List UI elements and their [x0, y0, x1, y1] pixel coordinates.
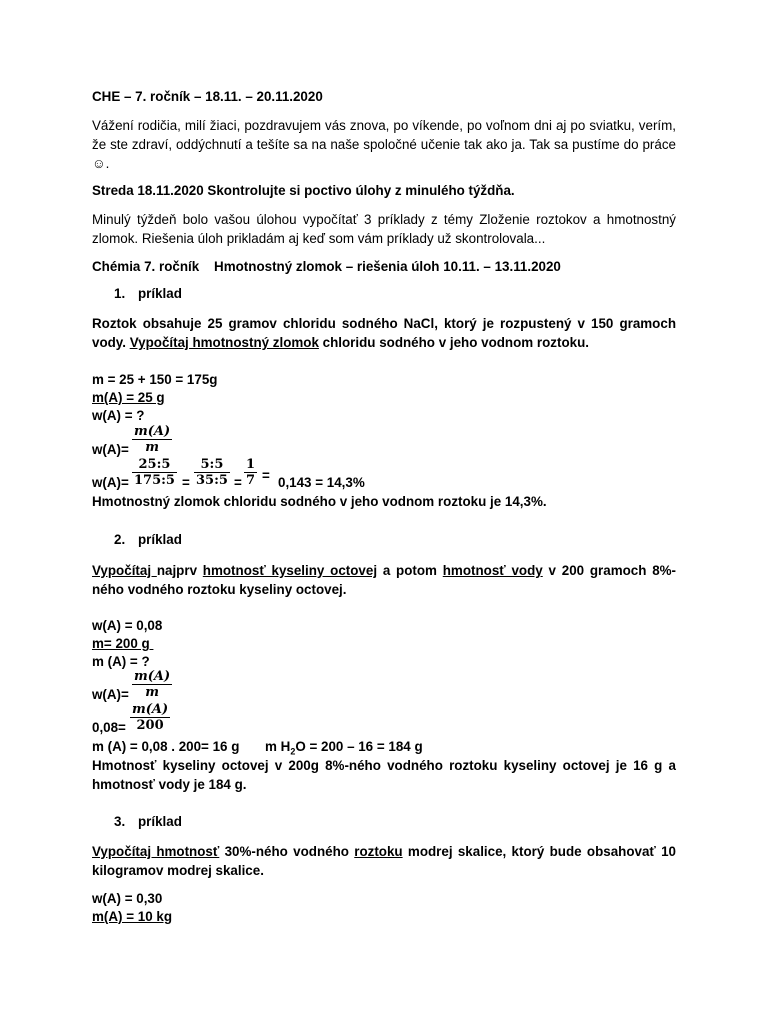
ex1-line-mass: m = 25 + 150 = 175g	[92, 372, 218, 387]
task-text: chloridu sodného v jeho vodnom roztoku.	[318, 335, 589, 350]
subscript: 2	[290, 746, 296, 757]
task-underlined: Vypočítaj	[92, 563, 157, 578]
example-1-label: príklad	[138, 286, 182, 301]
equals-sign: =	[234, 475, 242, 490]
ex2-line-m: m= 200 g	[92, 636, 154, 651]
ex2-conclusion: Hmotnosť kyseliny octovej v 200g 8%-ného vodného roztoku kyseliny octovej je 16 g a hmotnosť vody je 184 g.	[92, 758, 676, 792]
ex2-mass-acid: m (A) = 0,08 . 200= 16 g	[92, 739, 240, 754]
ex2-formula-fraction	[132, 669, 172, 700]
last-week-paragraph: Minulý týždeň bolo vašou úlohou vypočítať 3 príklady z témy Zloženie roztokov a hmotnostný zlomok. Riešenia úloh prikladám aj keď som vám príklady už skontrolovala...	[92, 212, 676, 246]
ex2-equation-prefix: 0,08=	[92, 720, 126, 735]
fraction-denominator: 175:5	[134, 473, 175, 488]
example-2-number: 2.	[114, 532, 126, 547]
task-underlined: hmotnosť kyseliny octovej	[202, 563, 378, 578]
ex1-formula-prefix: w(A)=	[92, 442, 129, 457]
example-3-label: príklad	[138, 814, 182, 829]
fraction-denominator: 200	[136, 718, 164, 733]
fraction-numerator: 1	[246, 457, 256, 472]
task-underlined: roztoku	[354, 844, 403, 859]
ex2-equation-fraction	[130, 702, 170, 733]
fraction-numerator: m(A)	[134, 669, 171, 684]
example-1-number: 1.	[114, 286, 126, 301]
fraction-numerator: m(A)	[134, 424, 171, 439]
ex3-line-ma: m(A) = 10 kg	[92, 909, 172, 924]
ex1-result: 0,143 = 14,3%	[278, 475, 365, 490]
fraction-denominator: m	[145, 440, 159, 455]
task-text: najprv	[156, 563, 203, 578]
document-heading: CHE – 7. ročník – 18.11. – 20.11.2020	[92, 89, 323, 104]
ex1-line-wa: w(A) = ?	[92, 408, 145, 423]
equals-sign: =	[262, 468, 270, 483]
ex1-calc-prefix: w(A)=	[92, 475, 129, 490]
ex1-fraction-2	[194, 457, 230, 488]
ex1-fraction-1	[132, 457, 177, 488]
ex3-line-wa: w(A) = 0,30	[92, 891, 163, 906]
task-text: 30%-ného vodného	[219, 844, 355, 859]
wednesday-line: Streda 18.11.2020 Skontrolujte si poctivo úlohy z minulého týždňa.	[92, 183, 515, 198]
ex1-fraction-3	[244, 457, 257, 488]
ex1-line-ma: m(A) = 25 g	[92, 390, 165, 405]
example-1-task	[92, 314, 676, 352]
solutions-title: Chémia 7. ročník Hmotnostný zlomok – riešenia úloh 10.11. – 13.11.2020	[92, 259, 561, 274]
intro-paragraph: Vážení rodičia, milí žiaci, pozdravujem vás znova, po víkende, po voľnom dni aj po sviatku, verím, že ste zdraví, oddýchnutí a tešíte sa na naše spoločné učenie tak ako ja. Tak sa pustíme do práce☺.	[92, 118, 676, 171]
task-underlined: Vypočítaj hmotnosť	[92, 844, 220, 859]
example-3-number: 3.	[114, 814, 126, 829]
ex1-conclusion: Hmotnostný zlomok chloridu sodného v jeho vodnom roztoku je 14,3%.	[92, 494, 547, 509]
task-text: a potom	[377, 563, 443, 578]
fraction-numerator: 5:5	[194, 457, 230, 473]
ex2-formula-prefix: w(A)=	[92, 687, 129, 702]
task-text: Roztok obsahuje 25 gramov chloridu sodného NaCl, ktorý je rozpustený v 150 gramoch vody.	[92, 316, 676, 350]
ex2-line-ma: m (A) = ?	[92, 654, 150, 669]
ex2-line-wa: w(A) = 0,08	[92, 618, 163, 633]
ex1-formula-fraction	[132, 424, 172, 455]
equals-sign: =	[182, 475, 190, 490]
example-2-label: príklad	[138, 532, 182, 547]
example-3-task	[92, 842, 676, 880]
water-mass-text: O = 200 – 16 = 184 g	[295, 739, 423, 754]
fraction-denominator: 35:5	[196, 473, 228, 488]
fraction-denominator: 7	[246, 473, 256, 488]
fraction-numerator: 25:5	[132, 457, 177, 473]
fraction-numerator: m(A)	[132, 702, 169, 717]
task-text: modrej skalice, ktorý bude obsahovať 10 kilogramov modrej skalice.	[92, 844, 677, 878]
fraction-denominator: m	[145, 685, 159, 700]
example-2-task	[92, 561, 676, 599]
task-underlined: hmotnosť vody	[442, 563, 543, 578]
task-underlined: Vypočítaj hmotnostný zlomok	[129, 335, 319, 350]
water-mass-text: m H	[265, 739, 291, 754]
task-text: v 200 gramoch 8%-ného vodného roztoku kyseliny octovej.	[92, 563, 677, 597]
